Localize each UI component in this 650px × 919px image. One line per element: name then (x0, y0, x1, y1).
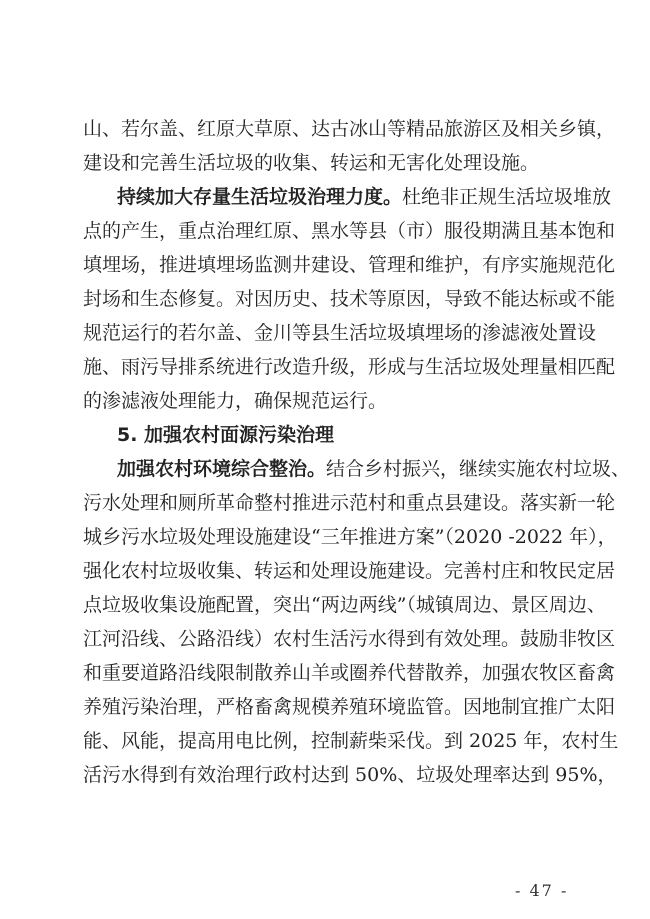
text-line (83, 316, 597, 350)
text-line (83, 758, 617, 792)
bold-heading-text: 持续加大存量生活垃圾治理力度。 (117, 186, 403, 208)
text-line (83, 418, 564, 452)
body-text: 的渗滤液处理能力，确保规范运行。 (83, 390, 388, 412)
body-text: 能、风能，提高用电比例，控制薪柴采伐。到 2025 年，农村生 (83, 730, 619, 752)
body-text: 封场和生态修复。对因历史、技术等原因，导致不能达标或不能 (83, 288, 616, 310)
body-text: 杜绝非正规生活垃圾堆放 (402, 186, 612, 208)
text-line (83, 656, 616, 690)
body-text: 活污水得到有效治理行政村达到 50%、垃圾处理率达到 95%， (83, 764, 617, 786)
page-number: - 47 - (515, 881, 569, 900)
text-line (83, 452, 631, 486)
body-text: 养殖污染治理，严格畜禽规模养殖环境监管。因地制宜推广太阳 (83, 696, 616, 718)
text-line (83, 520, 617, 554)
body-text: 点的产生，重点治理红原、黑水等县（市）服役期满且基本饱和 (83, 220, 616, 242)
body-text: 城乡污水垃圾处理设施建设“三年推进方案”（2020 -2022 年）， (83, 526, 617, 548)
text-line (83, 486, 616, 520)
text-line (83, 554, 616, 588)
text-line (83, 622, 616, 656)
body-text: 江河沿线、公路沿线）农村生活污水得到有效处理。鼓励非牧区 (83, 628, 616, 650)
text-line (83, 384, 564, 418)
bold-heading-text: 加强农村环境综合整治。 (117, 458, 327, 480)
body-text: 点垃圾收集设施配置，突出“两边两线”（城镇周边、景区周边、 (83, 594, 606, 616)
body-text: 结合乡村振兴，继续实施农村垃圾、 (326, 458, 631, 480)
body-text: 填埋场，推进填埋场监测井建设、管理和维护，有序实施规范化 (83, 254, 616, 276)
document-body (83, 112, 631, 792)
bold-heading-text: 5. 加强农村面源污染治理 (117, 424, 335, 446)
text-line (83, 724, 619, 758)
text-line (83, 214, 616, 248)
body-text: 污水处理和厕所革命整村推进示范村和重点县建设。落实新一轮 (83, 492, 616, 514)
text-line (83, 690, 616, 724)
text-line (83, 146, 564, 180)
text-line (83, 350, 616, 384)
text-line (83, 248, 616, 282)
body-text: 规范运行的若尔盖、金川等县生活垃圾填埋场的渗滤液处置设 (83, 322, 597, 344)
body-text: 强化农村垃圾收集、转运和处理设施建设。完善村庄和牧民定居 (83, 560, 616, 582)
text-line (83, 180, 612, 214)
text-line (83, 112, 616, 146)
text-line (83, 282, 616, 316)
body-text: 施、雨污导排系统进行改造升级，形成与生活垃圾处理量相匹配 (83, 356, 616, 378)
body-text: 山、若尔盖、红原大草原、达古冰山等精品旅游区及相关乡镇， (83, 118, 616, 140)
body-text: 和重要道路沿线限制散养山羊或圈养代替散养，加强农牧区畜禽 (83, 662, 616, 684)
body-text: 建设和完善生活垃圾的收集、转运和无害化处理设施。 (83, 152, 540, 174)
text-line (83, 588, 606, 622)
